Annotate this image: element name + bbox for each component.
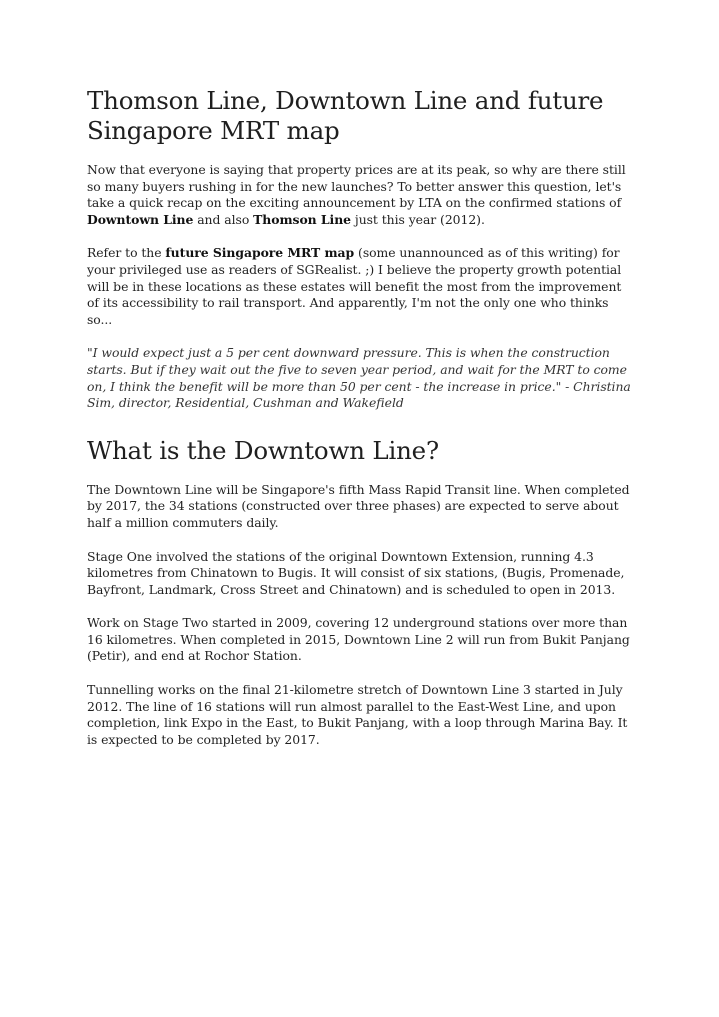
document-page (87, 86, 632, 765)
mrt-map-bold: future Singapore MRT map (165, 245, 355, 261)
refer-text-1: Refer to the (87, 245, 166, 261)
refer-text-2: (some unannounced as of this writing) for your privileged use as readers of SGRealist. ;) I believe the property growth potential will be in these locations as these estates will benefit the most from the improvement of its accessibility to rail transport. And apparently, I'm not the only one who thinks so... (87, 245, 622, 327)
intro-paragraph (87, 162, 632, 228)
section-paragraph-1: The Downtown Line will be Singapore's fifth Mass Rapid Transit line. When completed by 2017, the 34 stations (constructed over three phases) are expected to serve about half a million commuters daily. (87, 481, 630, 530)
refer-paragraph (87, 245, 632, 328)
quote-paragraph: "I would expect just a 5 per cent downward pressure. This is when the construction starts. But if they wait out the five to seven year period, and wait for the MRT to come on, I think the benefit will be more than 50 per cent - the increase in price." - Christina Sim, director, Residential, Cushman and Wakefield (87, 345, 631, 411)
downtown-line-bold: Downtown Line (87, 211, 194, 227)
thomson-line-bold: Thomson Line (253, 211, 352, 227)
section-paragraph-3: Work on Stage Two started in 2009, covering 12 underground stations over more than 16 kilometres. When completed in 2015, Downtown Line 2 will run from Bukit Panjang (Petir), and end at Rochor Station. (87, 615, 630, 664)
intro-text-1: Now that everyone is saying that property prices are at its peak, so why are there still so many buyers rushing in for the new launches? To better answer this question, let's take a quick recap on the exciting announcement by LTA on the confirmed stations of (87, 162, 626, 211)
page-title: Thomson Line, Downtown Line and future Singapore MRT map (87, 86, 604, 145)
section-heading: What is the Downtown Line? (87, 435, 439, 465)
intro-text-2: and also (193, 211, 254, 227)
intro-text-3: just this year (2012). (351, 211, 485, 227)
section-paragraph-4: Tunnelling works on the final 21-kilometre stretch of Downtown Line 3 started in July 2012. The line of 16 stations will run almost parallel to the East-West Line, and upon completion, link Expo in the East, to Bukit Panjang, with a loop through Marina Bay. It is expected to be completed by 2017. (87, 682, 628, 747)
section-paragraph-2: Stage One involved the stations of the original Downtown Extension, running 4.3 kilometres from Chinatown to Bugis. It will consist of six stations, (Bugis, Promenade, Bayfront, Landmark, Cross Street and Chinatown) and is scheduled to open in 2013. (87, 548, 625, 597)
